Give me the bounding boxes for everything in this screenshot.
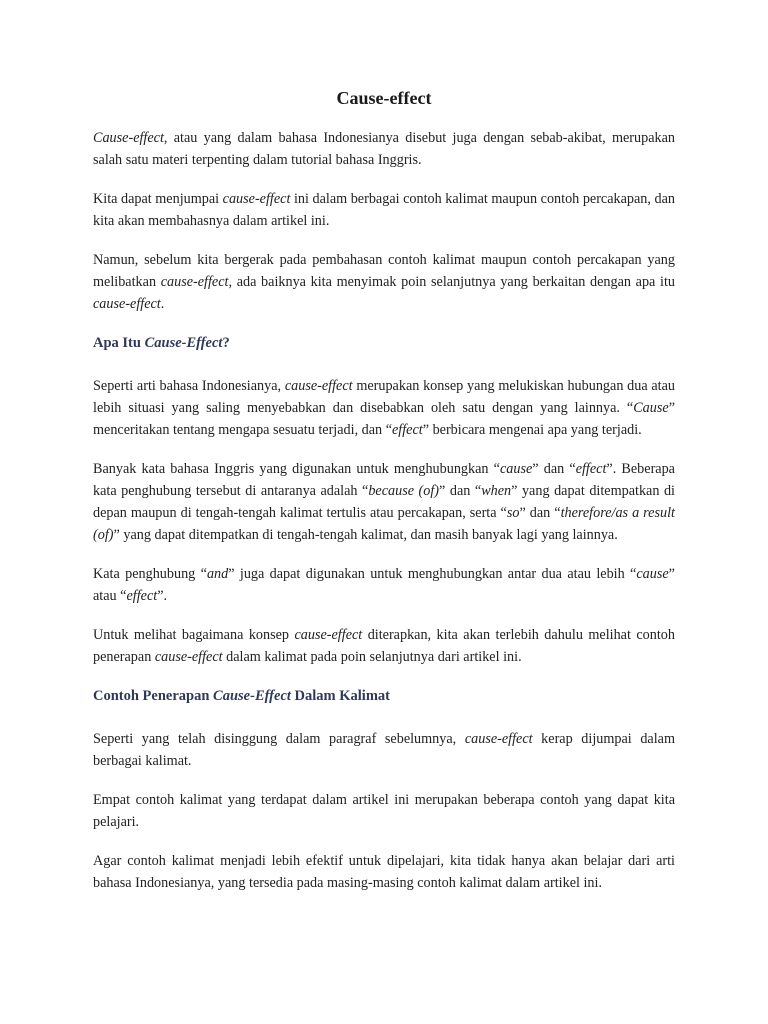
text-run: ” yang dapat ditempatkan di tengah-tengah kalimat, dan masih banyak lagi yang lainnya. — [113, 527, 618, 543]
italic-term: so — [506, 505, 520, 521]
text-run: Seperti yang telah disinggung dalam paragraf sebelumnya, — [93, 731, 465, 747]
text-run: ” atau “ — [93, 566, 675, 604]
italic-term: when — [481, 483, 512, 499]
text-run: Contoh Penerapan — [93, 688, 214, 704]
paragraph-definition — [93, 375, 675, 441]
text-run: ” yang dapat ditempatkan di depan maupun di tengah-tengah kalimat tertulis atau percakapan, serta “ — [93, 483, 676, 521]
paragraph-intro — [93, 127, 675, 171]
italic-term: cause-effect — [93, 296, 161, 312]
text-run: ” dan “ — [532, 461, 576, 477]
text-run: ” juga dapat digunakan untuk menghubungkan antar dua atau lebih “ — [228, 566, 637, 582]
italic-term: cause-effect — [160, 274, 229, 290]
text-run: ”. Beberapa kata penghubung tersebut di antaranya adalah “ — [93, 461, 675, 499]
italic-term: Cause-Effect — [144, 335, 223, 351]
italic-term: effect — [575, 461, 607, 477]
text-run: ini dalam berbagai contoh kalimat maupun contoh percakapan, dan kita akan membahasnya dalam artikel ini. — [93, 191, 675, 229]
text-run: dalam kalimat pada poin selanjutnya dari artikel ini. — [222, 649, 522, 665]
paragraph-connectors — [93, 458, 675, 546]
text-run: Dalam Kalimat — [290, 688, 390, 704]
italic-term: cause — [499, 461, 533, 477]
text-run: diterapkan, kita akan terlebih dahulu melihat contoh penerapan — [93, 627, 675, 665]
paragraph-usage — [93, 188, 675, 232]
paragraph-transition — [93, 249, 675, 315]
italic-term: cause-effect — [222, 191, 291, 207]
section-heading-examples — [93, 685, 675, 707]
paragraph-effective-learning: Agar contoh kalimat menjadi lebih efektif untuk dipelajari, kita tidak hanya akan belajar dari arti bahasa Indonesianya, yang tersedia pada masing-masing contoh kalimat dalam artikel ini. — [93, 853, 675, 891]
text-run: ” dan “ — [519, 505, 561, 521]
paragraph-four-examples: Empat contoh kalimat yang terdapat dalam artikel ini merupakan beberapa contoh yang dapat kita pelajari. — [93, 792, 675, 830]
italic-term: cause-effect — [284, 378, 353, 394]
italic-term: Cause-Effect — [213, 688, 291, 704]
italic-term: effect — [392, 422, 423, 438]
italic-term: effect — [126, 588, 158, 604]
italic-term: Cause-effect — [93, 130, 164, 146]
text-run: Untuk melihat bagaimana konsep — [93, 627, 295, 643]
text-run: Apa Itu — [93, 335, 145, 351]
italic-term: cause — [636, 566, 669, 582]
text-run: Kata penghubung “ — [93, 566, 207, 582]
text-run: merupakan konsep yang melukiskan hubungan dua atau lebih situasi yang saling menyebabkan dan disebabkan oleh satu dengan yang lainnya. “ — [93, 378, 675, 416]
italic-term: because (of) — [368, 483, 440, 499]
paragraph-application — [93, 624, 675, 668]
text-run: , atau yang dalam bahasa Indonesianya disebut juga dengan sebab-akibat, merupakan salah satu materi terpenting dalam tutorial bahasa Inggris. — [93, 130, 675, 168]
text-run: , ada baiknya kita menyimak poin selanjutnya yang berkaitan dengan apa itu — [228, 274, 675, 290]
text-run: ” dan “ — [439, 483, 482, 499]
text-run: ? — [222, 335, 230, 351]
text-run: Seperti arti bahasa Indonesianya, — [93, 378, 285, 394]
italic-term: and — [206, 566, 229, 582]
text-run: . — [160, 296, 165, 312]
italic-term: cause-effect — [464, 731, 533, 747]
text-run: Banyak kata bahasa Inggris yang digunakan untuk menghubungkan “ — [93, 461, 500, 477]
italic-term: Cause — [633, 400, 669, 416]
text-run: ” berbicara mengenai apa yang terjadi. — [422, 422, 642, 438]
document-title: Cause-effect — [336, 88, 432, 108]
paragraph-and-connector — [93, 563, 675, 607]
italic-term: cause-effect — [154, 649, 223, 665]
italic-term: cause-effect — [294, 627, 363, 643]
italic-term: therefore/as a result (of) — [93, 505, 675, 543]
text-run: ”. — [157, 588, 168, 604]
text-run: kerap dijumpai dalam berbagai kalimat. — [93, 731, 675, 769]
paragraph-examples-intro — [93, 728, 675, 772]
text-run: Kita dapat menjumpai — [93, 191, 223, 207]
text-run: Namun, sebelum kita bergerak pada pembahasan contoh kalimat maupun contoh percakapan yang melibatkan — [93, 252, 675, 290]
section-heading-definition — [93, 332, 675, 354]
text-run: ” menceritakan tentang mengapa sesuatu terjadi, dan “ — [93, 400, 675, 438]
